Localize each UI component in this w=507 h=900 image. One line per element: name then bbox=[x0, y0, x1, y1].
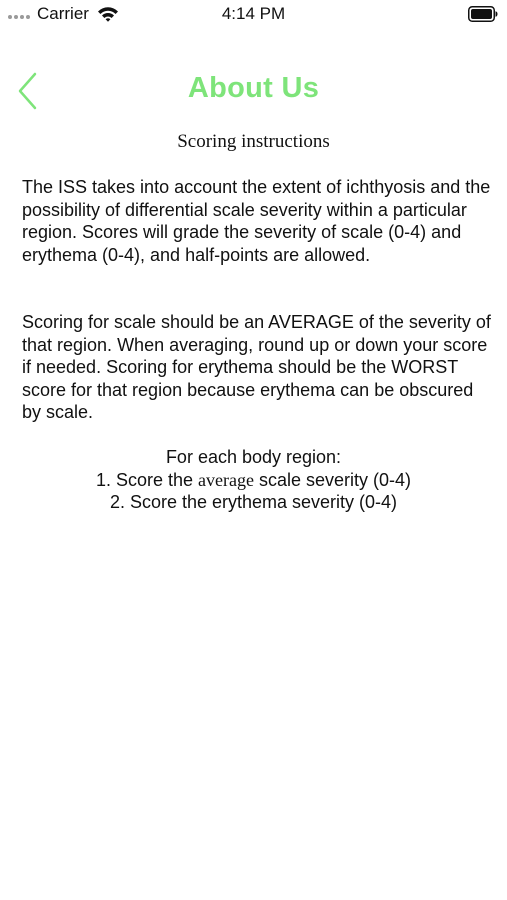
instruction-step-1 bbox=[0, 469, 507, 492]
battery-icon bbox=[468, 6, 498, 22]
step1-prefix: 1. Score the bbox=[95, 469, 199, 490]
section-subtitle: Scoring instructions bbox=[177, 131, 330, 152]
instructions-list bbox=[0, 446, 507, 514]
step1-emphasis: average bbox=[198, 469, 254, 490]
intro-paragraph: The ISS takes into account the extent of ichthyosis and the possibility of differential scale severity within a particular region. Scores will grade the severity of scale (0-4) and erythema (0-4), and half-points are allowed. bbox=[22, 177, 491, 265]
status-time: 4:14 PM bbox=[221, 4, 286, 23]
instruction-step-2: 2. Score the erythema severity (0-4) bbox=[109, 492, 398, 512]
step1-suffix: scale severity (0-4) bbox=[253, 469, 412, 490]
page-title: About Us bbox=[187, 72, 320, 104]
carrier-label: Carrier bbox=[37, 4, 89, 23]
instructions-heading: For each body region: bbox=[165, 447, 342, 467]
scoring-paragraph: Scoring for scale should be an AVERAGE of the severity of that region. When averaging, round up or down your score if needed. Scoring for erythema should be the WORST score for that region because erythema can be obscured by scale. bbox=[22, 312, 491, 422]
status-bar bbox=[0, 0, 507, 30]
